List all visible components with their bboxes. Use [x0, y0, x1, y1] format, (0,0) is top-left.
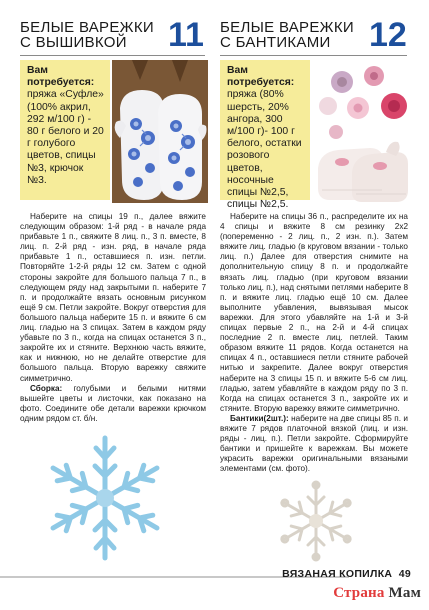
left-mittens-photo: [112, 60, 208, 203]
right-title-line1: БЕЛЫЕ ВАРЕЖКИ: [220, 19, 354, 36]
watermark-part1: Страна: [333, 585, 385, 601]
page-number: 49: [398, 568, 411, 580]
left-title-line2: С ВЫШИВКОЙ: [20, 34, 127, 51]
right-paragraph-1: Наберите на спицы 36 п., распределите их на 4 спицы и вяжите 8 см резинку 2х2 (попеременно - 2 лиц. п., 2 изн. п.). Затем вяжите лиц. гладью (в круговом вязании - только лиц. п.) Далее для отверстия снимите на дополнительную спицу 8 п. и продолжайте вязать лиц. гладью (при круговом вязании только лиц. п.), над снятыми петлями наберите 8 п. и вяжите лиц. гладью ещё 10 см. Далее выполните убавления, вывязывая мысок варежки. Для этого убавляйте на 1-й и 3-й спицах первые 2 п., на 2-й и 4-й спицах последние 2 п. вместе лиц. петлей. Таким образом вяжите 11 рядов. Когда останется на спицах 4 п., оставшиеся петли стяните рабочей нитью и закрепите. Далее вокруг отверстия наберите на 3 спицы 15 п. и вяжите 5-6 см лиц. гладью, затем убавляйте в каждом ряду по 3 п. Когда на спицах останется 3 п., закройте их и стяните. Вторую варежку вяжите симметрично.: [220, 212, 408, 413]
left-divider: [20, 55, 205, 56]
left-paragraph-1: Наберите на спицы 19 п., далее вяжите следующим образом: 1-й ряд - в начале ряда прибавьте 1 п., свяжите 8 лиц. п., 3 п. вместе, 8 лиц. п. 2-й ряд - изн. ряд, в начале ряда прибавьте 1 п., оставшиеся п. изн. петли. Повторяйте 1-2-й ряды 12 см. Затем с одной стороны закройте для большого пальца 7 п., в следующем ряду над закрытыми п. наберите 7 п. и продолжайте вязать основным рисунком ещё 9 см. Петли закройте. Вокруг отверстия для большого пальца наберите 15 п. и вяжите 6 см лиц. гладью на 3 спицах. Затем в каждом ряду убавьте по 3 п., когда на спицах останется 3 п., закройте их и стяните. Верхнюю часть вяжите, как и нижнюю, но не делайте отверстие для большого пальца. Вторую варежку свяжите симметрично.: [20, 212, 206, 383]
left-assembly-label: Сборка:: [30, 383, 63, 393]
right-paragraph-2: наберите на две спицы 85 п. и вяжите 7 рядов платочной вязкой (лиц. и изн. ряды - лиц. п.). Петли закройте. Сформируйте бантики и пришейте к варежкам. Вы можете украсить варежки оригинальными вязаными элементами (см. фото).: [220, 413, 408, 474]
left-paragraph-2: голубыми и белыми нитями вышейте цветы и листочки, как показано на фото. Соедините обе детали варежки крючком одним рядом ст. б/н.: [20, 383, 206, 423]
left-number: 11: [168, 16, 204, 54]
left-instructions: [20, 212, 206, 424]
site-watermark: [333, 585, 421, 602]
right-divider: [220, 55, 407, 56]
right-number: 12: [369, 16, 407, 54]
white-snowflake-photo: [268, 478, 364, 564]
left-title-line1: БЕЛЫЕ ВАРЕЖКИ: [20, 19, 154, 36]
footer-text: [282, 568, 411, 580]
magazine-title: ВЯЗАНАЯ КОПИЛКА: [282, 568, 393, 580]
blue-snowflake-photo: [30, 428, 180, 568]
left-materials-box: [20, 60, 110, 200]
right-title-line2: С БАНТИКАМИ: [220, 34, 331, 51]
right-mittens-photo: [312, 60, 410, 203]
right-materials-text: пряжа (80% шерсть, 20% ангора, 300 м/100 г)- 100 г белого, остатки розового цветов, носочные спицы №2,5, спицы №2,5.: [227, 89, 302, 211]
left-materials-text: пряжа «Суфле» (100% акрил, 292 м/100 г) - 80 г белого и 20 г голубого цветов, спицы №3, крючок №3.: [27, 89, 104, 186]
right-title: [220, 20, 354, 50]
watermark-part2: Мам: [384, 585, 421, 601]
left-materials-heading: Вам потребуется:: [27, 65, 95, 89]
page-footer: [0, 568, 429, 582]
right-materials-box: [220, 60, 310, 211]
right-instructions: [220, 212, 408, 474]
right-bows-label: Бантики(2шт.):: [230, 413, 289, 423]
left-title: [20, 20, 154, 50]
right-materials-heading: Вам потребуется:: [227, 65, 295, 89]
